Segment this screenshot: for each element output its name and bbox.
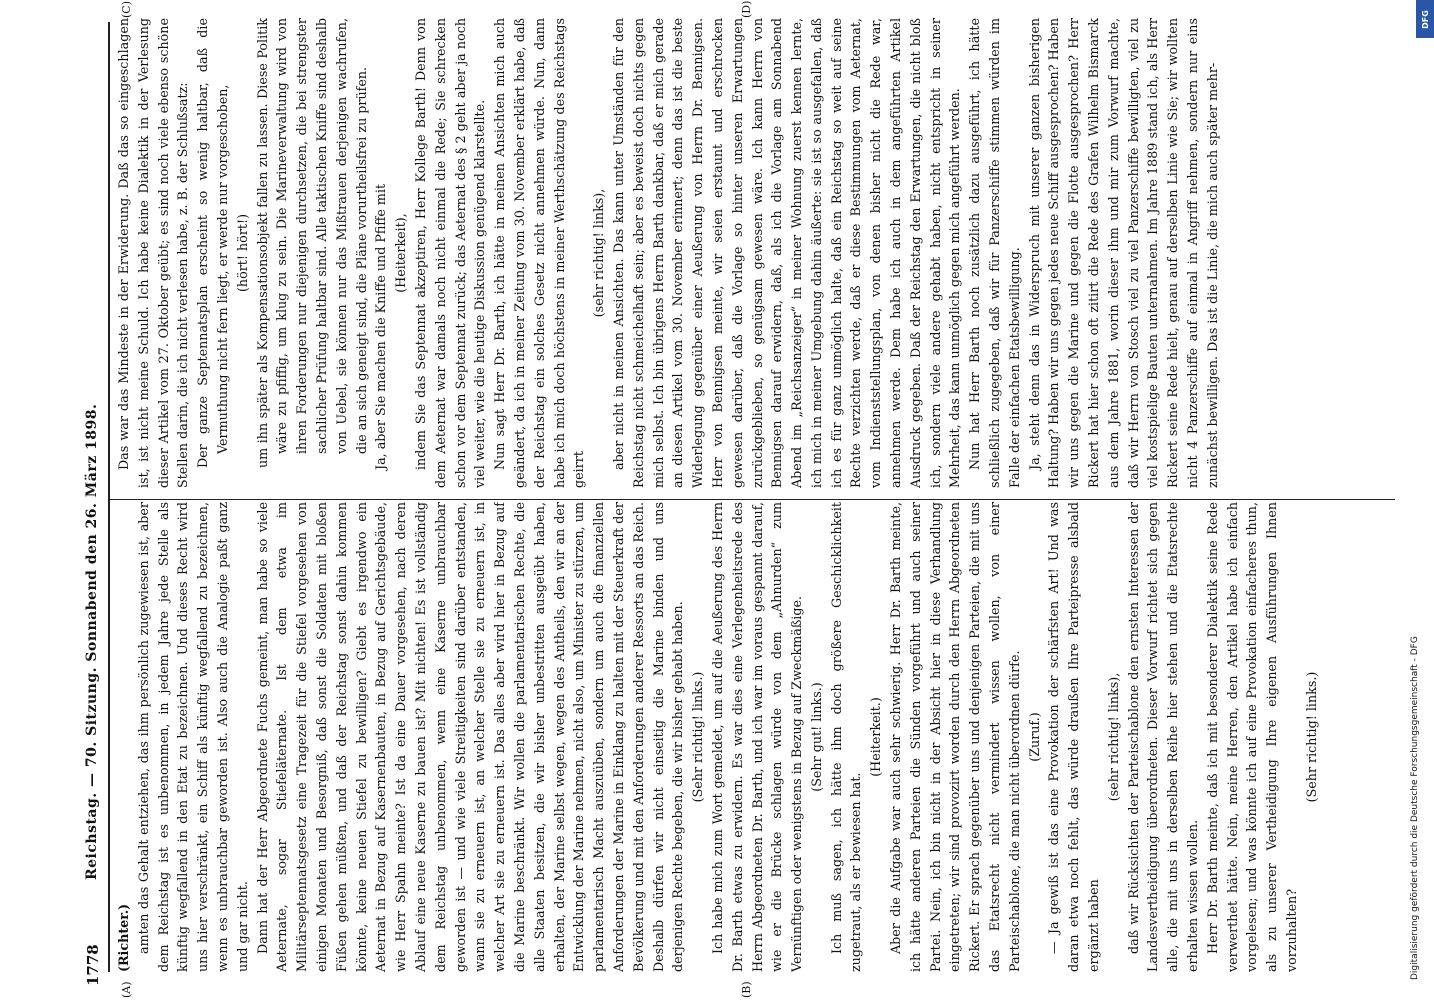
interjection: (sehr richtig! links), (591, 188, 607, 318)
paragraph: Ja, steht denn das in Widerspruch mit unserer ganzen bisherigen Haltung? Haben wir uns gegen jedes neue Schiff ausgesprochen? Haben wir uns gegen die Marine und gegen die Flotte ausgesprochen? Herr Rickert hat hier schon oft zitirt die Rede des Grafen Wilhelm Bismarck aus dem Jahre 1881, worin dieser ihm und mir zum Vorwurf machte, daß wir Herrn von Stosch viel zu viel Panzerschiffe bewilligten, viel zu viel kostspielige Bauten unternahmen. Im Jahre 1889 stand ich, als Herr Rickert seine Rede hielt, genau auf derselben Linie wie Sie; wir wollten nicht 4 Panzerschiffe auf einmal in Angriff nehmen, sondern nur eins zunächst bewilligen. Das ist die Linie, die mich auch später mehr- (1026, 18, 1220, 488)
paragraph: — Ja gewiß ist das eine Provokation der schärfsten Art! Und was daran etwa noch fehlt, das würde draußen Ihre Parteipresse alsbald ergänzt haben (1046, 502, 1102, 972)
margin-marker-a: (A) (120, 981, 133, 998)
paragraph: amten das Gehalt entziehen, das ihm persönlich zugewiesen ist, aber dem Reichstag ist es unbenommen, in jedem Jahre jede Stelle als künftig wegfallend in den Etat zu bezeichnen. Und dieses Recht wird uns hier verschränkt, ein Schiff als künftig wegfallend zu bezeichnen, wenn es unbrauchbar geworden ist. Also auch die Analogie paßt ganz und gar nicht. (135, 502, 250, 972)
margin-marker-b: (B) (740, 981, 753, 998)
interjection: (Sehr gut! links.) (808, 682, 824, 792)
interjection: (sehr richtig! links), (1105, 672, 1121, 802)
paragraph: Herr Dr. Barth meinte, daß ich mit besonderer Dialektik seine Rede verwerthet hätte. Nein, meine Herren, den Artikel habe ich einfach vorgelesen; und was könnte ich auf eine Provokation einfacheres thun, als zu unserer Vertheidigung Ihre eigenen Ausführungen Ihnen vorzuhalten? (1204, 502, 1300, 972)
paragraph: daß wir Rücksichten der Parteischablone den ernsten Interessen der Landesvertheidigung überordneten. Dieser Vorwurf richtet sich gegen alle, die mit uns in derselben Reihe hier stehen und die Etatsrechte erhalten wissen wollen. (1125, 502, 1201, 972)
paragraph: Nun sagt Herr Dr. Barth, ich hätte in meinen Ansichten mich auch geändert, da ich in meiner Zeitung vom 30. November erklärt habe, daß der Reichstag ein solches Gesetz nicht annehmen würde. Nun, dann habe ich mich doch höchstens in meiner Werthschätzung des Reichstags geirrt (492, 18, 587, 488)
paragraph: Das war das Mindeste in der Erwiderung. Daß das so eingeschlagen ist, ist nicht meine Schuld. Ich habe keine Dialektik in der Verlesung dieser Artikel vom 27. Oktober geübt; es sind noch viele ebenso schöne Stellen darin, die ich nicht verlesen habe, z. B. der Schlußsatz: (116, 18, 191, 488)
dfg-logo-text: DFG (1420, 9, 1430, 29)
interjection: (Heiterkeit), (393, 213, 409, 293)
digitization-note (1406, 0, 1432, 1000)
interjection: (Sehr richtig! links.) (1303, 671, 1319, 803)
paragraph: Nun hat Herr Barth noch zusätzlich dazu ausgeführt, ich hätte schließlich zugegeben, daß wir für Panzerschiffe stimmen würden im Falle der einfachen Etatsbewilligung. (967, 18, 1022, 488)
paragraph: aber nicht in meinen Ansichten. Das kann unter Umständen für den Reichstag nicht schmeichelhaft sein; aber es beweist doch nichts gegen mich selbst. Ich bin übrigens Herrn Barth dankbar, daß er mich gerade an diesen Artikel vom 30. November erinnert; denn das ist die beste Widerlegung gegenüber einer Aeußerung von Herrn Dr. Bennigsen. Herr von Bennigsen meinte, wir seien erstaunt und erschrocken gewesen darüber, daß die Vorlage so hinter unseren Erwartungen zurückgeblieben, so genügsam gewesen wäre. Ich kann Herrn von Bennigsen darauf erwidern, daß, als ich die Vorlage am Sonnabend Abend im „Reichsanzeiger“ in meiner Wohnung zuerst kennen lernte, ich mich in meiner Umgebung dahin äußerte: sie ist so ausgefallen, daß ich es für ganz unmöglich halte, daß ein Reichstag so weit auf seine Rechte verzichten werde, daß er diese Bestimmungen vom Aeternat, vom Indienststellungsplan, von denen bisher nicht die Rede war, annehmen werde. Dem habe ich auch in dem angeführten Artikel Ausdruck gegeben. Daß der Reichstag den Erwartungen, die nicht bloß ich, sondern viele andere gehabt haben, nicht entspricht in seiner Mehrheit, das kann unmöglich gegen mich angeführt werden. (610, 18, 963, 488)
speaker-label: (Richter.) (116, 903, 131, 972)
interjection: (Heiterkeit.) (868, 697, 884, 777)
paragraph: Aber die Aufgabe war auch sehr schwierig. Herr Dr. Barth meinte, ich hätte anderen Parteien die Sünden vorgeführt und auch seiner Partei. Nein, ich bin nicht in der Absicht hier in diese Verhandlung eingetreten; wir sind provozirt worden durch den Herrn Abgeordneten Rickert. Er sprach gegenüber uns und denjenigen Parteien, die mit uns das Etatsrecht nicht vermindert wissen wollen, von einer Parteischablone, die man nicht überordnen dürfe. (888, 502, 1022, 972)
paragraph: Ich habe mich zum Wort gemeldet, um auf die Aeußerung des Herrn Dr. Barth etwas zu erwidern. Es war dies eine Verlegenheitsrede des Herrn Abgeordneten Dr. Barth, und ich war im voraus gespannt darauf, wie er die Brücke schlagen würde von dem „Ahnurden“ zum Vernünftigen oder wenigstens in Bezug auf Zweckmäßige. (709, 502, 805, 972)
interjection: (hört! hört!) (234, 213, 250, 293)
interjection: (Sehr richtig! links.) (690, 671, 706, 803)
dfg-logo (1416, 0, 1434, 38)
paragraph: indem Sie das Septennat akzeptiren, Herr Kollege Barth! Denn von dem Aeternat war damals noch nicht einmal die Rede; Sie schrecken schon vor dem Septennat zurück; das Aeternat des § 2 geht aber ja noch viel weiter, wie die heutige Diskussion genügend klarstellte. (412, 18, 488, 488)
page-header-title: Reichstag. — 70. Sitzung. Sonnabend den 26. März 1898. (84, 403, 100, 880)
newspaper-page (40, 0, 1400, 1000)
left-column (114, 502, 1394, 972)
margin-marker-d: (D) (740, 0, 753, 18)
paragraph: Dann hat der Herr Abgeordnete Fuchs gemeint, man habe so viele Aeternate, sogar Stiefeläternate. Ist dem etwa im Militärseptennatsgesetz eine Tragezeit für die Stiefel vorgesehen von einigen Monaten und Besorgniß, daß sonst die Soldaten mit bloßen Füßen gehen müßten, und daß der Reichstag sonst dahin kommen könnte, keine neuen Stiefel zu bewilligen? Giebt es irgendwo ein Aeternat in Bezug auf Kasernenbauten, in Bezug auf Gerichtsgebäude, wie Herr Spahn meinte? Ist da eine Dauer vorgesehen, nach deren Ablauf eine neue Kaserne zu bauen ist? Mit nichten! Es ist vollständig dem Reichstag unbenommen, wenn eine Kaserne unbrauchbar geworden ist — und wie viele Streitigkeiten sind darüber entstanden, wann sie zu erneuern ist, an welcher Stelle sie zu erneuern ist, in welcher Art sie zu erneuern ist. Das alles aber wird hier in Bezug auf die Marine beschränkt. Wir wollen die parlamentarischen Rechte, die alle Staaten besitzen, die wir bisher unbestritten ausgeübt haben, erhalten, der Marine selbst wegen, wegen des Antheils, den wir an der Entwicklung der Marine nehmen, nicht also, um Minister zu stürzen, um parlamentarisch Macht auszuüben, sondern um auch die finanziellen Anforderungen der Marine in Einklang zu halten mit der Steuerkraft der Bevölkerung und mit den Anforderungen anderer Ressorts an das Reich. Deshalb dürfen wir nicht einseitig die Marine binden und uns derjenigen Rechte begeben, die wir bisher gehabt haben. (254, 502, 686, 972)
digitization-note-text: Digitalisierung gefördert durch die Deutsche Forschungsgemeinschaft - DFG (1410, 636, 1420, 980)
page-number: 1778 (84, 944, 102, 986)
interjection: (Zuruf.) (1026, 712, 1042, 762)
right-column (114, 18, 1394, 488)
margin-marker-c: (C) (120, 1, 133, 18)
column-rule (110, 499, 1395, 500)
header-rule (108, 22, 110, 972)
paragraph: Ich muß sagen, ich hätte ihm doch größere Geschicklichkeit zugetraut, als er bewiesen hat. (828, 502, 864, 972)
quoted-passage: um ihn später als Kompensationsobjekt fallen zu lassen. Diese Politik wäre zu pfiffig, um klug zu sein. Die Marineverwaltung wird von ihren Forderungen nur diejenigen durchsetzen, die bei strengster sachlicher Prüfung haltbar sind. Alle taktischen Kniffe sind deshalb von Uebel, sie können nur das Mißtrauen derjenigen wachrufen, die an sich geneigt sind, die Pläne vorurtheilsfrei zu prüfen. (254, 18, 369, 468)
quoted-passage: Der ganze Septennatsplan erscheint so wenig haltbar, daß die Vermuthung nicht fern liegt, er werde nur vorgeschoben, (195, 18, 230, 468)
paragraph: Ja, aber Sie machen die Kniffe und Pfiffe mit (373, 183, 389, 470)
